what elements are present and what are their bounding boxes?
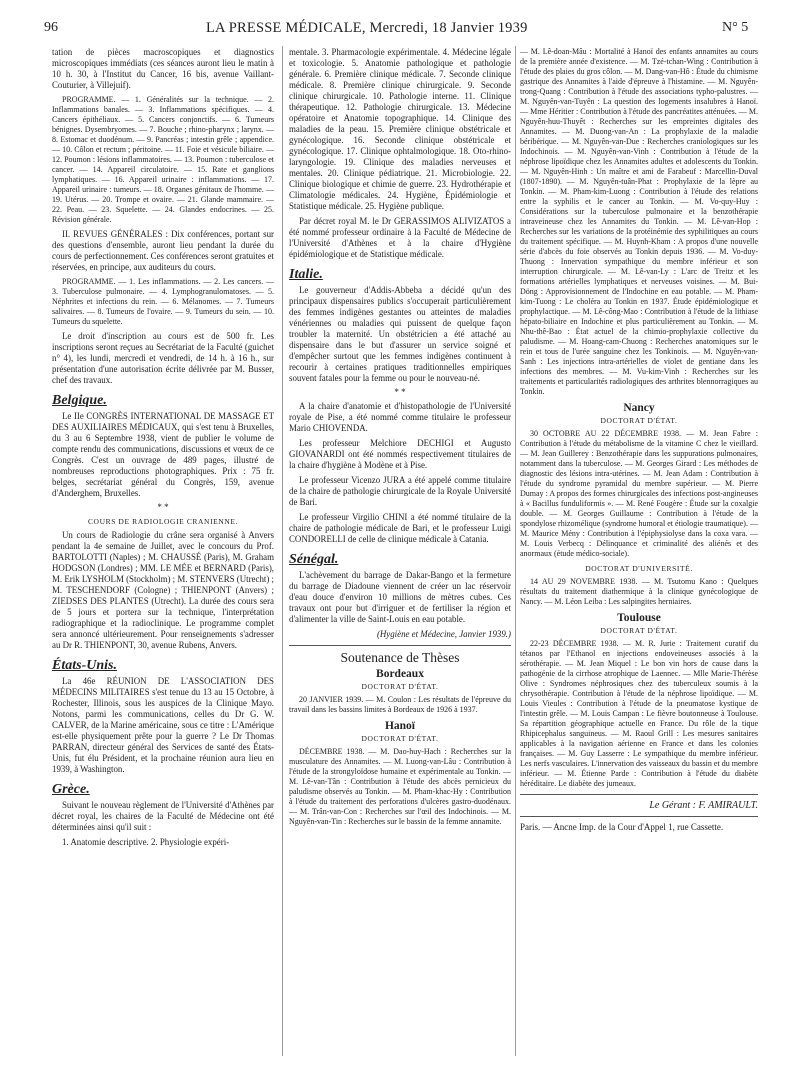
section-heading-etats-unis: États-Unis. bbox=[52, 658, 117, 673]
paragraph: Le gouverneur d'Addis-Abbeba a décidé qu'un des principaux dispensaires publics s'occuperait particulièrement des femmes indigènes gestantes ou atteintes de maladies vénériennes ou maladies qui puissent de quelque façon troubler la maternité. Un obstétricien a été attaché au dispensaire dans le but d'assurer un service soigné et d'empêcher surtout que les femmes indigènes continuent à recourir à certaines pratiques traditionnelles empiriques souvent fatales pour la femme ou pour le nouveau-né. bbox=[289, 285, 511, 383]
source-citation: (Hygiène et Médecine, Janvier 1939.) bbox=[376, 629, 511, 639]
column-3 bbox=[520, 47, 758, 833]
paragraph: Les professeur Melchiore DECHIGI et Augusto GIOVANARDI ont été nommés respectivement titulaires de la chaire d'hygiène à Modène et à Pise. bbox=[289, 438, 511, 470]
printer-imprint: Paris. — Ancne Imp. de la Cour d'Appel 1, rue Cassette. bbox=[520, 822, 724, 832]
paragraph: Le droit d'inscription au cours est de 500 fr. Les inscriptions seront reçues au Secrétariat de la Faculté (guichet n° 4), les lundi, mercredi et vendredi, de 14 h. à 16 h., sur présentation d'une autorisation écrite délivrée par M. Busser, chef des travaux. bbox=[52, 331, 274, 385]
paragraph: 14 AU 29 NOVEMBRE 1938. — M. Tsutomu Kano : Quelques résultats du traitement diathermique à la clinique gynécologique de Nancy. — M. Léon Leiba : Les salpingites herniaires. bbox=[520, 577, 758, 606]
page-header bbox=[0, 0, 800, 40]
column-rule-right bbox=[515, 46, 516, 1056]
running-title: LA PRESSE MÉDICALE, Mercredi, 18 Janvier 1939 bbox=[206, 20, 528, 36]
section-heading-belgique: Belgique. bbox=[52, 393, 107, 408]
section-heading-senegal: Sénégal. bbox=[289, 552, 339, 567]
issue-number: N° 5 bbox=[722, 20, 749, 35]
section-heading-italie: Italie. bbox=[289, 267, 323, 282]
heading-soutenance: Soutenance de Thèses bbox=[340, 650, 460, 665]
program-list: PROGRAMME. — 1. Les inflammations. — 2. Les cancers. — 3. Tuberculose pulmonaire. — 4. Lymphogranulomatoses. — 5. Néphrites et infections du rein. — 6. Mélanomes. — 7. Tumeurs salivaires. — 8. Tumeurs de l'ovaire. — 9. Tumeurs du sein. — 10. Tumeurs du squelette. bbox=[52, 277, 274, 326]
subheading: DOCTORAT D'ÉTAT. bbox=[600, 626, 678, 635]
paragraph: tation de pièces macroscopiques et diagnostics microscopiques immédiats (ces séances auront lieu le matin à 10 h. 30, à l'Institut du Cancer, 16 bis, avenue Vaillant-Couturier, à Villejuif). bbox=[52, 47, 274, 90]
paragraph: Un cours de Radiologie du crâne sera organisé à Anvers pendant la 4e semaine de Juillet, avec le concours du Prof. BARTOLOTTI (Naples) ; M. CHAUSSÉ (Paris), M. Graham HODGSON (Londres) ; MM. LE MÉE et BERNARD (Paris), M. Erik LYSHOLM (Stockholm) ; M. STENVERS (Utrecht) ; M. TESCHENDORF (Cologne) ; THIENPONT (Anvers) ; ZIEDSES DES PLANTES (Utrecht). La durée des cours sera de 5 jours et portera sur la technique, l'interprétation radiographique et la radioclinique. Le programme complet sera annoncé ultérieurement. Pour renseignements s'adresser au Dr R. THIENPONT, 30, avenue Rubens, Anvers. bbox=[52, 530, 274, 650]
column-rule-left bbox=[282, 46, 283, 1056]
column-2 bbox=[289, 47, 511, 831]
paragraph: DÉCEMBRE 1938. — M. Dao-huy-Hach : Recherches sur la musculature des Annamites. — M. Luong-van-Lâu : Contribution à l'étude de la strongyloïdose humaine et expérimentale au Tonkin. — M. Lê-van-Tân : Contribution à l'étude des abcès pernicieux du paludisme observés au Tonkin. — M. Pham-khac-Hy : Contribution à l'étude du traitement des perforations d'ulcères gastro-duodénaux. — M. Trân-van-Con : Recherches sur l'œil des Indochinois. — M. Nguyên-van-Tin : Recherches sur le bassin de la femme annamite. bbox=[289, 747, 511, 826]
paragraph: Le IIe CONGRÈS INTERNATIONAL DE MASSAGE ET DES AUXILIAIRES MÉDICAUX, qui s'est tenu à Bruxelles, du 3 au 6 Septembre 1938, vient de publier le volume de compte rendu des communications, discussions et vœux de ce Congrès. C'est un ouvrage de 489 pages, illustré de nombreuses reproductions photographiques. Prix : 75 fr. belges, secrétariat général du Congrès, 159, avenue d'Anderghem, Bruxelles. bbox=[52, 411, 274, 498]
program-list: PROGRAMME. — 1. Généralités sur la technique. — 2. Inflammations banales. — 3. Inflammations spécifiques. — 4. Cancers épithéliaux. — 5. Cancers conjonctifs. — 6. Tumeurs bénignes. Dysembryomes. — 7. Bouche ; rhino-pharynx ; larynx. — 8. Estomac et duodénum. — 9. Pancréas ; intestin grêle ; appendice. — 10. Côlon et rectum ; péritoine. — 11. Foie et vésicule biliaire. — 12. Poumon : lésions inflammatoires. — 13. Poumon : tuberculose et cancer. — 14. Appareil circulatoire. — 15. Rate et ganglions lymphatiques. — 16. Appareil urinaire : inflammations. — 17. Appareil urinaire : tumeurs. — 18. Organes génitaux de l'homme. — 19. Utérus. — 20. Trompe et ovaire. — 21. Glande mammaire. — 22. Peau. — 23. Squelette. — 24. Glandes endocrines. — 25. Révision générale. bbox=[52, 95, 274, 224]
subheading: COURS DE RADIOLOGIE CRANIENNE. bbox=[87, 517, 239, 526]
paragraph: 22-23 DÉCEMBRE 1938. — M. R. Jurie : Traitement curatif du tétanos par l'Ethanol en injections endoveineuses associés à la sérothérapie. — M. Jean Miquel : Le bon vin hors de cause dans la pathogénie de la cirrhose atrophique de Laennec. — Mlle Marie-Thérèse Olive : Syndromes néphrosiques chez des tuberculeux soumis à la chrysothérapie. Contribution à l'étude de la néphrose lipoïdique. — M. Louis Vieules : Contribution à l'étude de la pneumatose kystique de l'intestin grêle. — M. Louis Campan : Le fièvre boutonneuse à Toulouse. Sa répartition géographique actuelle en France. Du rôle de la tique Rhipicephalus sanguineus. — M. Raoul Grill : Les mesures sanitaires applicables à la navigation aérienne en France et dans les colonies françaises. — M. Guy Lasserre : Le sympathique du membre inférieur. Les nerfs vasculaires. L'innervation des vaisseaux du bassin et du membre inférieur. — M. Étienne Parde : Contribution à l'étude du diabète héréditaire. Le diabète des jumeaux. bbox=[520, 639, 758, 788]
paragraph: mentale. 3. Pharmacologie expérimentale. 4. Médecine légale et toxicologie. 5. Anatomie pathologique et pathologie générale. 6. Première clinique médicale. 7. Seconde clinique médicale. 8. Première clinique chirurgicale. 9. Seconde clinique chirurgicale. 10. Pathologie interne. 11. Clinique thérapeutique. 12. Pathologie chirurgicale. 13. Médecine opératoire et Anatomie topographique. 14. Clinique des maladies de la peau. 15. Première clinique obstétricale et gynécologique. 16. Seconde clinique obstétricale et gynécologique. 17. Clinique ophtalmologique. 18. Oto-rhino-laryngologie. 19. Clinique des maladies nerveuses et mentales. 20. Clinique pédiatrique. 21. Microbiologie. 22. Clinique biologique et chimie de guerre. 23. Hydrothérapie et Climatologie médicales. 24. Hygiène, Épidémiologie et Statistique médicale. 25. Hygiène publique. bbox=[289, 47, 511, 211]
divider bbox=[520, 794, 758, 795]
paragraph: La 46e RÉUNION DE L'ASSOCIATION DES MÉDECINS MILITAIRES s'est tenue du 13 au 15 Octobre, à Rochester, Illinois, sous les auspices de la Clinique Mayo. Notons, parmi les communications, celles du Dr G. W. CALVER, de la Marine américaine, sous ce titre : L'Amérique est-elle physiquement prête pour la guerre ? Le Dr Thomas PARRAN, directeur général des Services de santé des États-Unis, fut élu Président, et la prochaine réunion aura lieu en 1939, à Washington. bbox=[52, 676, 274, 774]
heading-nancy: Nancy bbox=[623, 402, 655, 414]
paragraph: Suivant le nouveau règlement de l'Université d'Athènes par décret royal, les chaires de la Faculté de Médecine ont été déterminées ainsi qu'il suit : bbox=[52, 800, 274, 832]
publisher-manager: Le Gérant : F. AMIRAULT. bbox=[649, 800, 758, 811]
subheading: DOCTORAT D'UNIVERSITÉ. bbox=[585, 564, 693, 573]
paragraph: Le professeur Virgilio CHINI a été nommé titulaire de la chaire de pathologie médicale de Bari, et le professeur Luigi CONDORELLI de celle de clinique médicale à Catania. bbox=[289, 512, 511, 544]
heading-bordeaux: Bordeaux bbox=[376, 668, 424, 680]
paragraph: 30 OCTOBRE AU 22 DÉCEMBRE 1938. — M. Jean Fabre : Contribution à l'étude du métabolisme de la vitamine C chez le vieillard. — M. Jean Guillerey : Benzothérapie dans les suppurations pulmonaires, notamment dans la tuberculose. — M. Georges Girard : Les méthodes de diagnostic des lésions intra-utérines. — M. Jean Adam : Contribution à l'étude du syndrome pyramidal du membre supérieur. — M. Pierre Dumay : A propos des formes chirurgicales des infections post-angineuses à « Bacillus funduliformis ». — M. René Fougère : Étude sur la coxalgie double. — M. Georges Guillaume : Contribution à l'étude de la spondylose rhizomélique (syndrome humoral et étiologie traumatique). — M. Maurice Mény : Contribution à l'épiphysiolyse dans la coxa vara. — M. Louis Verbecq : Délinquance et criminalité des aliénés et des anormaux (étude médico-sociale). bbox=[520, 429, 758, 558]
divider bbox=[520, 816, 758, 817]
page-number: 96 bbox=[44, 20, 58, 35]
paragraph: 20 JANVIER 1939. — M. Coulon : Les résultats de l'épreuve du travail dans les bassins limites à Bordeaux de 1926 à 1937. bbox=[289, 695, 511, 714]
separator-stars: * * bbox=[394, 387, 406, 397]
paragraph: — M. Lê-doan-Mâu : Mortalité à Hanoï des enfants annamites au cours de la première année d'existence. — M. Tzé-tchan-Wing : Contribution à l'étude des plaies du gros côlon. — M. Dang-van-Hô : Étude du chimisme gastrique des Annamites à l'aide d'épreuve à l'histamine. — M. Nguyên-trong-Quang : Contribution à l'étude des associations typho-palustres. — M. Nguyên-van-Tuyên : La question des logements insalubres à Hanoï. — Mme Héritier : Contribution à l'étude des pancréatites atténuées. — M. Nguyên-huu-Thuyết : Recherches sur les empreintes digitales des Annamites. — M. Duong-van-An : La prophylaxie de la maladie béribérique. — M. Nguyên-van-Due : Recherches craniologiques sur les Indochinois. — M. Nguyên-van-Vinh : Contribution à l'étude de la néphrose lipoïdique chez les Annamites adultes et adolescents du Tonkin. — M. Nguyên-Hinh : Un maître et ami de Farabeuf : Marcellin-Duval (1807-1890). — M. Nguyên-tuân-Phat : Prophylaxie de la lèpre au Tonkin. — M. Pham-kim-Luong : Contribution à l'étude des relations entre la syphilis et le cancer au Tonkin. — M. Vo-quy-Huy : Considérations sur la tuberculose pulmonaire et la benzothérapie intraveineuse chez les Annamites du Tonkin. — M. Lê-van-Hop : Recherches sur les variations de la protéinémie des syphilitiques au cours du traitement spécifique. — M. Huynh-Kham : A propos d'une nouvelle série d'abcès du foie observés au Tonkin depuis 1936. — M. Vo-duy-Thuong : Innervation sympathique du membre inférieur et son interruption chirurgicale. — M. Lê-van-Ly : L'arc de Treitz et les formations artérielles lymphatiques et nerveuses voisines. — M. Bui-Döng : Approvisionnement de l'Indochine en eau potable. — M. Pham-kim-Tuong : Le choléra au Tonkin en 1937. Étude épidémiologique et prophylactique. — M. Lê-công-Mao : Contribution à l'étude de la lithiase hépato-biliaire en Indochine et plus particulièrement au Tonkin. — M. Nhu-thê-Bao : État actuel de la chimio-prophylaxie collective du paludisme. — M. Hoang-cam-Chuong : Recherches anatomiques sur le rein et tous de l'urée sanguine chez les Tonkinois. — M. Nguyên-van-Sanh : Les injections intra-artérielles de violet de gentiane dans les infections des membres. — M. Vu-kim-Vinh : Recherches sur les traitements et particularités radiologiques des arthrites blennorragiques au Tonkin. bbox=[520, 47, 758, 396]
paragraph: L'achèvement du barrage de Dakar-Bango et la fermeture du barrage de Diadoune viennent de créer un lac réservoir d'eau douce d'environ 10 millions de mètres cubes. Ces travaux ont pour but d'irriguer et de fertiliser la région et d'alimenter la ville de Saint-Louis en eau potable. bbox=[289, 570, 511, 624]
paragraph: Le professeur Vicenzo JURA a été appelé comme titulaire de la chaire de pathologie chirurgicale de la Royale Université de Bari. bbox=[289, 475, 511, 507]
paragraph: II. REVUES GÉNÉRALES : Dix conférences, portant sur des questions d'ensemble, auront lieu pendant la durée du cours de perfectionnement. Ces conférences seront gratuites et réservées, en principe, aux auditeurs du cours. bbox=[52, 229, 274, 272]
subheading: DOCTORAT D'ÉTAT. bbox=[361, 734, 439, 743]
section-heading-grece: Grèce. bbox=[52, 782, 90, 797]
paragraph: A la chaire d'anatomie et d'histopathologie de l'Université royale de Pise, a été nommé comme titulaire le professeur Mario CHIOVENDA. bbox=[289, 401, 511, 433]
heading-hanoi: Hanoï bbox=[384, 720, 416, 732]
paragraph: 1. Anatomie descriptive. 2. Physiologie expéri- bbox=[62, 837, 230, 847]
divider bbox=[289, 645, 511, 646]
column-1 bbox=[52, 47, 274, 852]
separator-stars: * * bbox=[157, 502, 169, 512]
paragraph: Par décret royal M. le Dr GERASSIMOS ALIVIZATOS a été nommé professeur ordinaire à la Faculté de Médecine de l'Université d'Athènes et à la chaire d'Hygiène épidémiologique et de Statistique médicale. bbox=[289, 216, 511, 259]
subheading: DOCTORAT D'ÉTAT. bbox=[600, 416, 678, 425]
subheading: DOCTORAT D'ÉTAT. bbox=[361, 682, 439, 691]
heading-toulouse: Toulouse bbox=[617, 612, 661, 624]
